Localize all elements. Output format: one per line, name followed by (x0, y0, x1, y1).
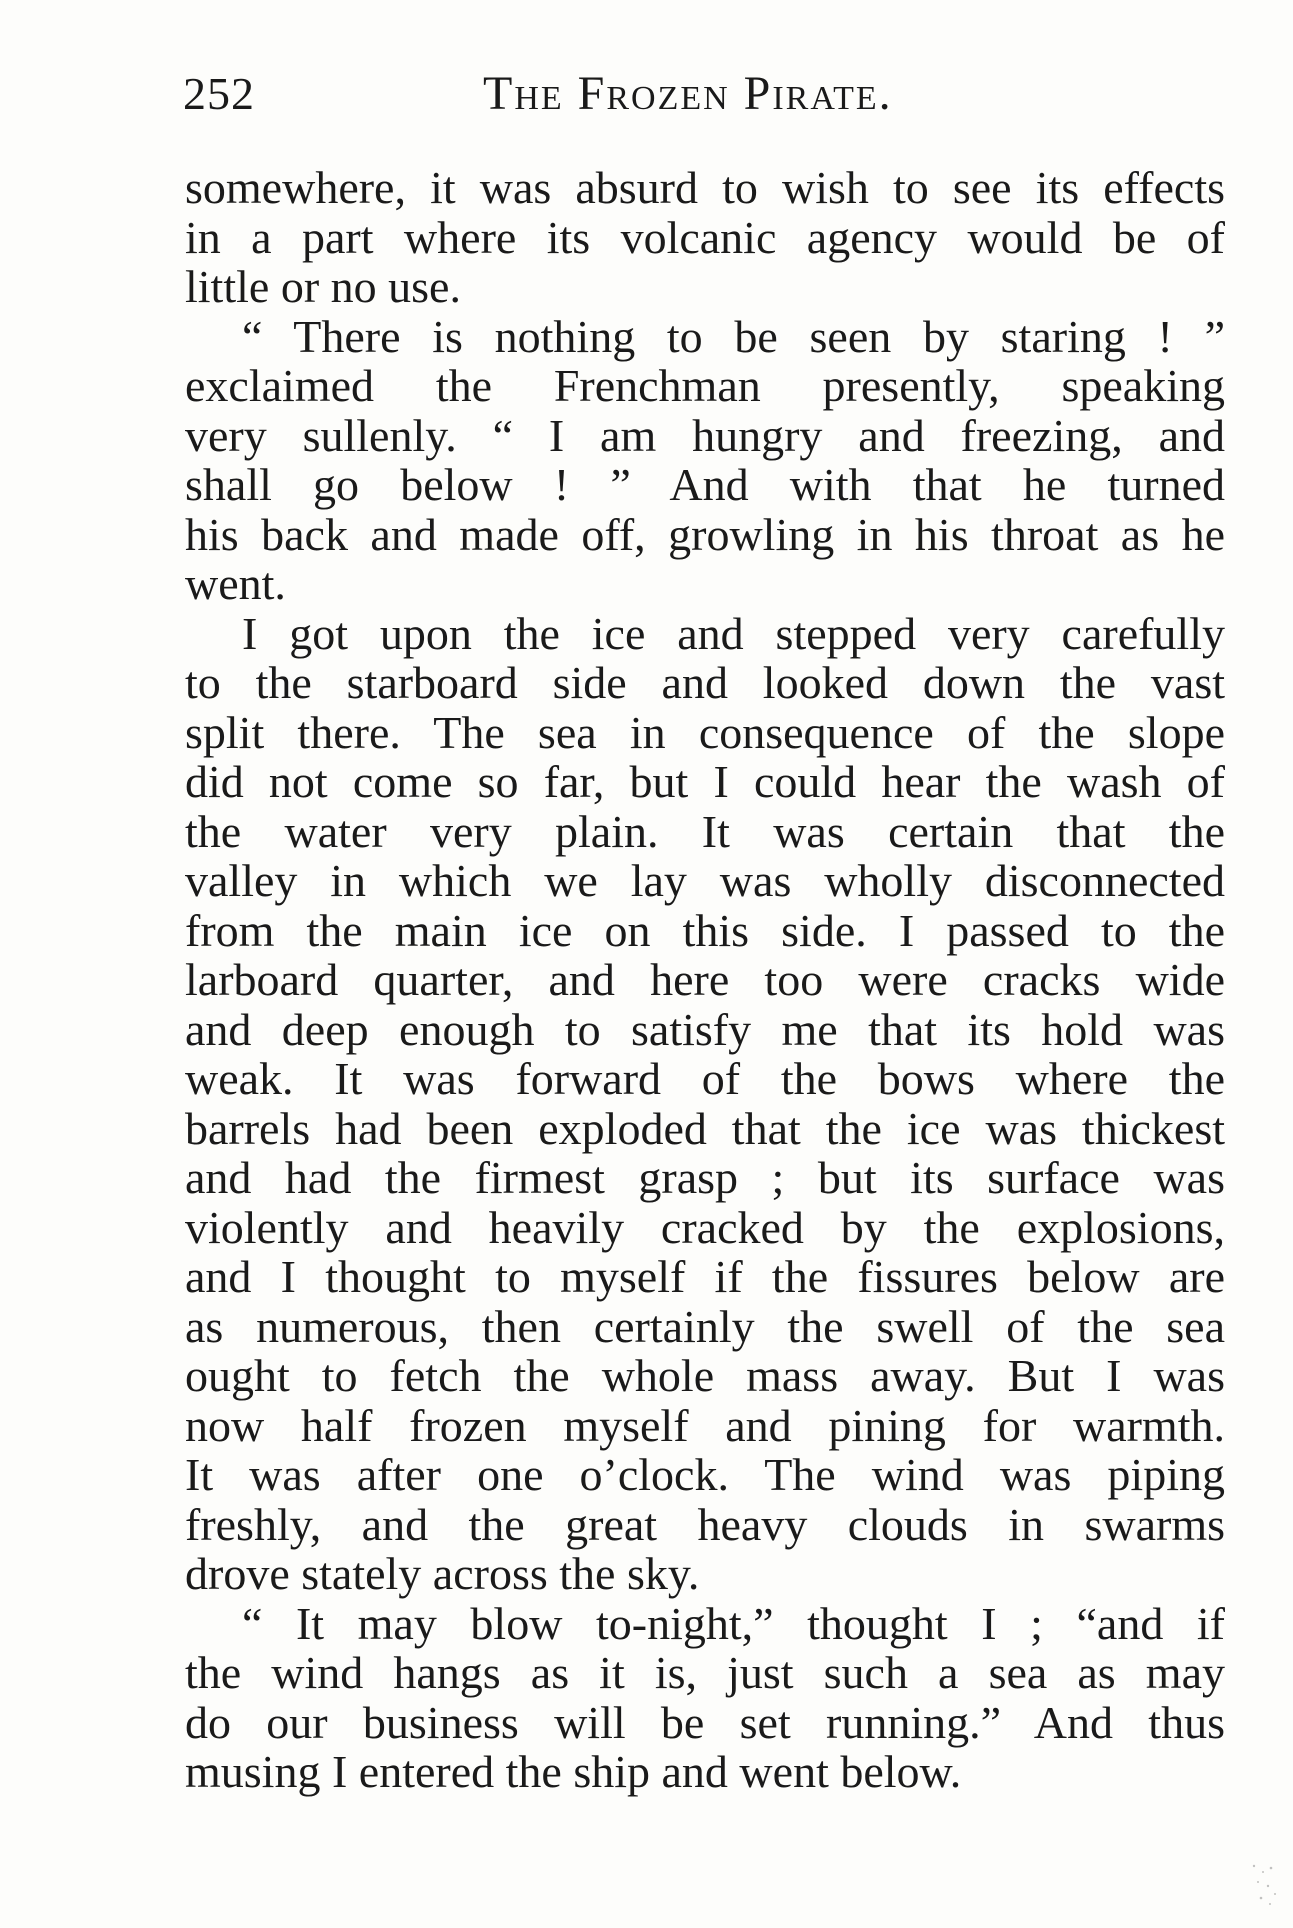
text-line: violently and heavily cracked by the explosions, (185, 1201, 1225, 1253)
page-header (183, 64, 1223, 124)
text-line: It was after one o’clock. The wind was piping (185, 1449, 1225, 1500)
text-line: larboard quarter, and here too were cracks wide (185, 954, 1225, 1005)
text-line: little or no use. (185, 261, 461, 312)
text-line: ought to fetch the whole mass away. But I was (185, 1350, 1225, 1401)
text-line: did not come so far, but I could hear the wash of (185, 756, 1225, 807)
text-line: and deep enough to satisfy me that its hold was (185, 1003, 1225, 1055)
text-line: do our business will be set running.” And thus (185, 1696, 1225, 1748)
text-line: the water very plain. It was certain that the (185, 805, 1225, 857)
text-line: now half frozen myself and pining for warmth. (185, 1399, 1225, 1451)
text-line: very sullenly. “ I am hungry and freezing, and (185, 409, 1225, 461)
text-line: split there. The sea in consequence of the slope (185, 706, 1225, 758)
text-line: musing I entered the ship and went below. (185, 1746, 962, 1797)
print-speckle (1249, 1860, 1279, 1910)
text-line: from the main ice on this side. I passed to the (185, 904, 1225, 956)
text-line: “ It may blow to-night,” thought I ; “and if (242, 1597, 1225, 1649)
text-line: in a part where its volcanic agency would be of (185, 211, 1225, 263)
text-line: drove stately across the sky. (185, 1548, 700, 1599)
text-line: as numerous, then certainly the swell of the sea (185, 1300, 1225, 1352)
text-line: his back and made off, growling in his throat as he (185, 508, 1225, 560)
page-number: 252 (183, 68, 255, 119)
text-line: barrels had been exploded that the ice was thickest (185, 1102, 1225, 1154)
text-line: valley in which we lay was wholly disconnected (185, 855, 1225, 906)
text-line: the wind hangs as it is, just such a sea as may (185, 1647, 1225, 1698)
text-line: somewhere, it was absurd to wish to see its effects (185, 162, 1225, 213)
text-line: “ There is nothing to be seen by staring ! ” (242, 310, 1225, 362)
body-text (185, 163, 1225, 1797)
text-line: and had the firmest grasp ; but its surface was (185, 1152, 1225, 1203)
text-line: and I thought to myself if the fissures below are (185, 1251, 1225, 1302)
running-title: The Frozen Pirate. (483, 67, 893, 120)
text-line: to the starboard side and looked down the vast (185, 657, 1225, 708)
text-line: I got upon the ice and stepped very carefully (242, 607, 1225, 659)
text-line: went. (185, 558, 286, 609)
text-line: freshly, and the great heavy clouds in swarms (185, 1498, 1225, 1550)
text-line: weak. It was forward of the bows where the (185, 1053, 1225, 1104)
text-line: exclaimed the Frenchman presently, speaking (185, 360, 1225, 411)
text-line: shall go below ! ” And with that he turned (185, 459, 1225, 510)
